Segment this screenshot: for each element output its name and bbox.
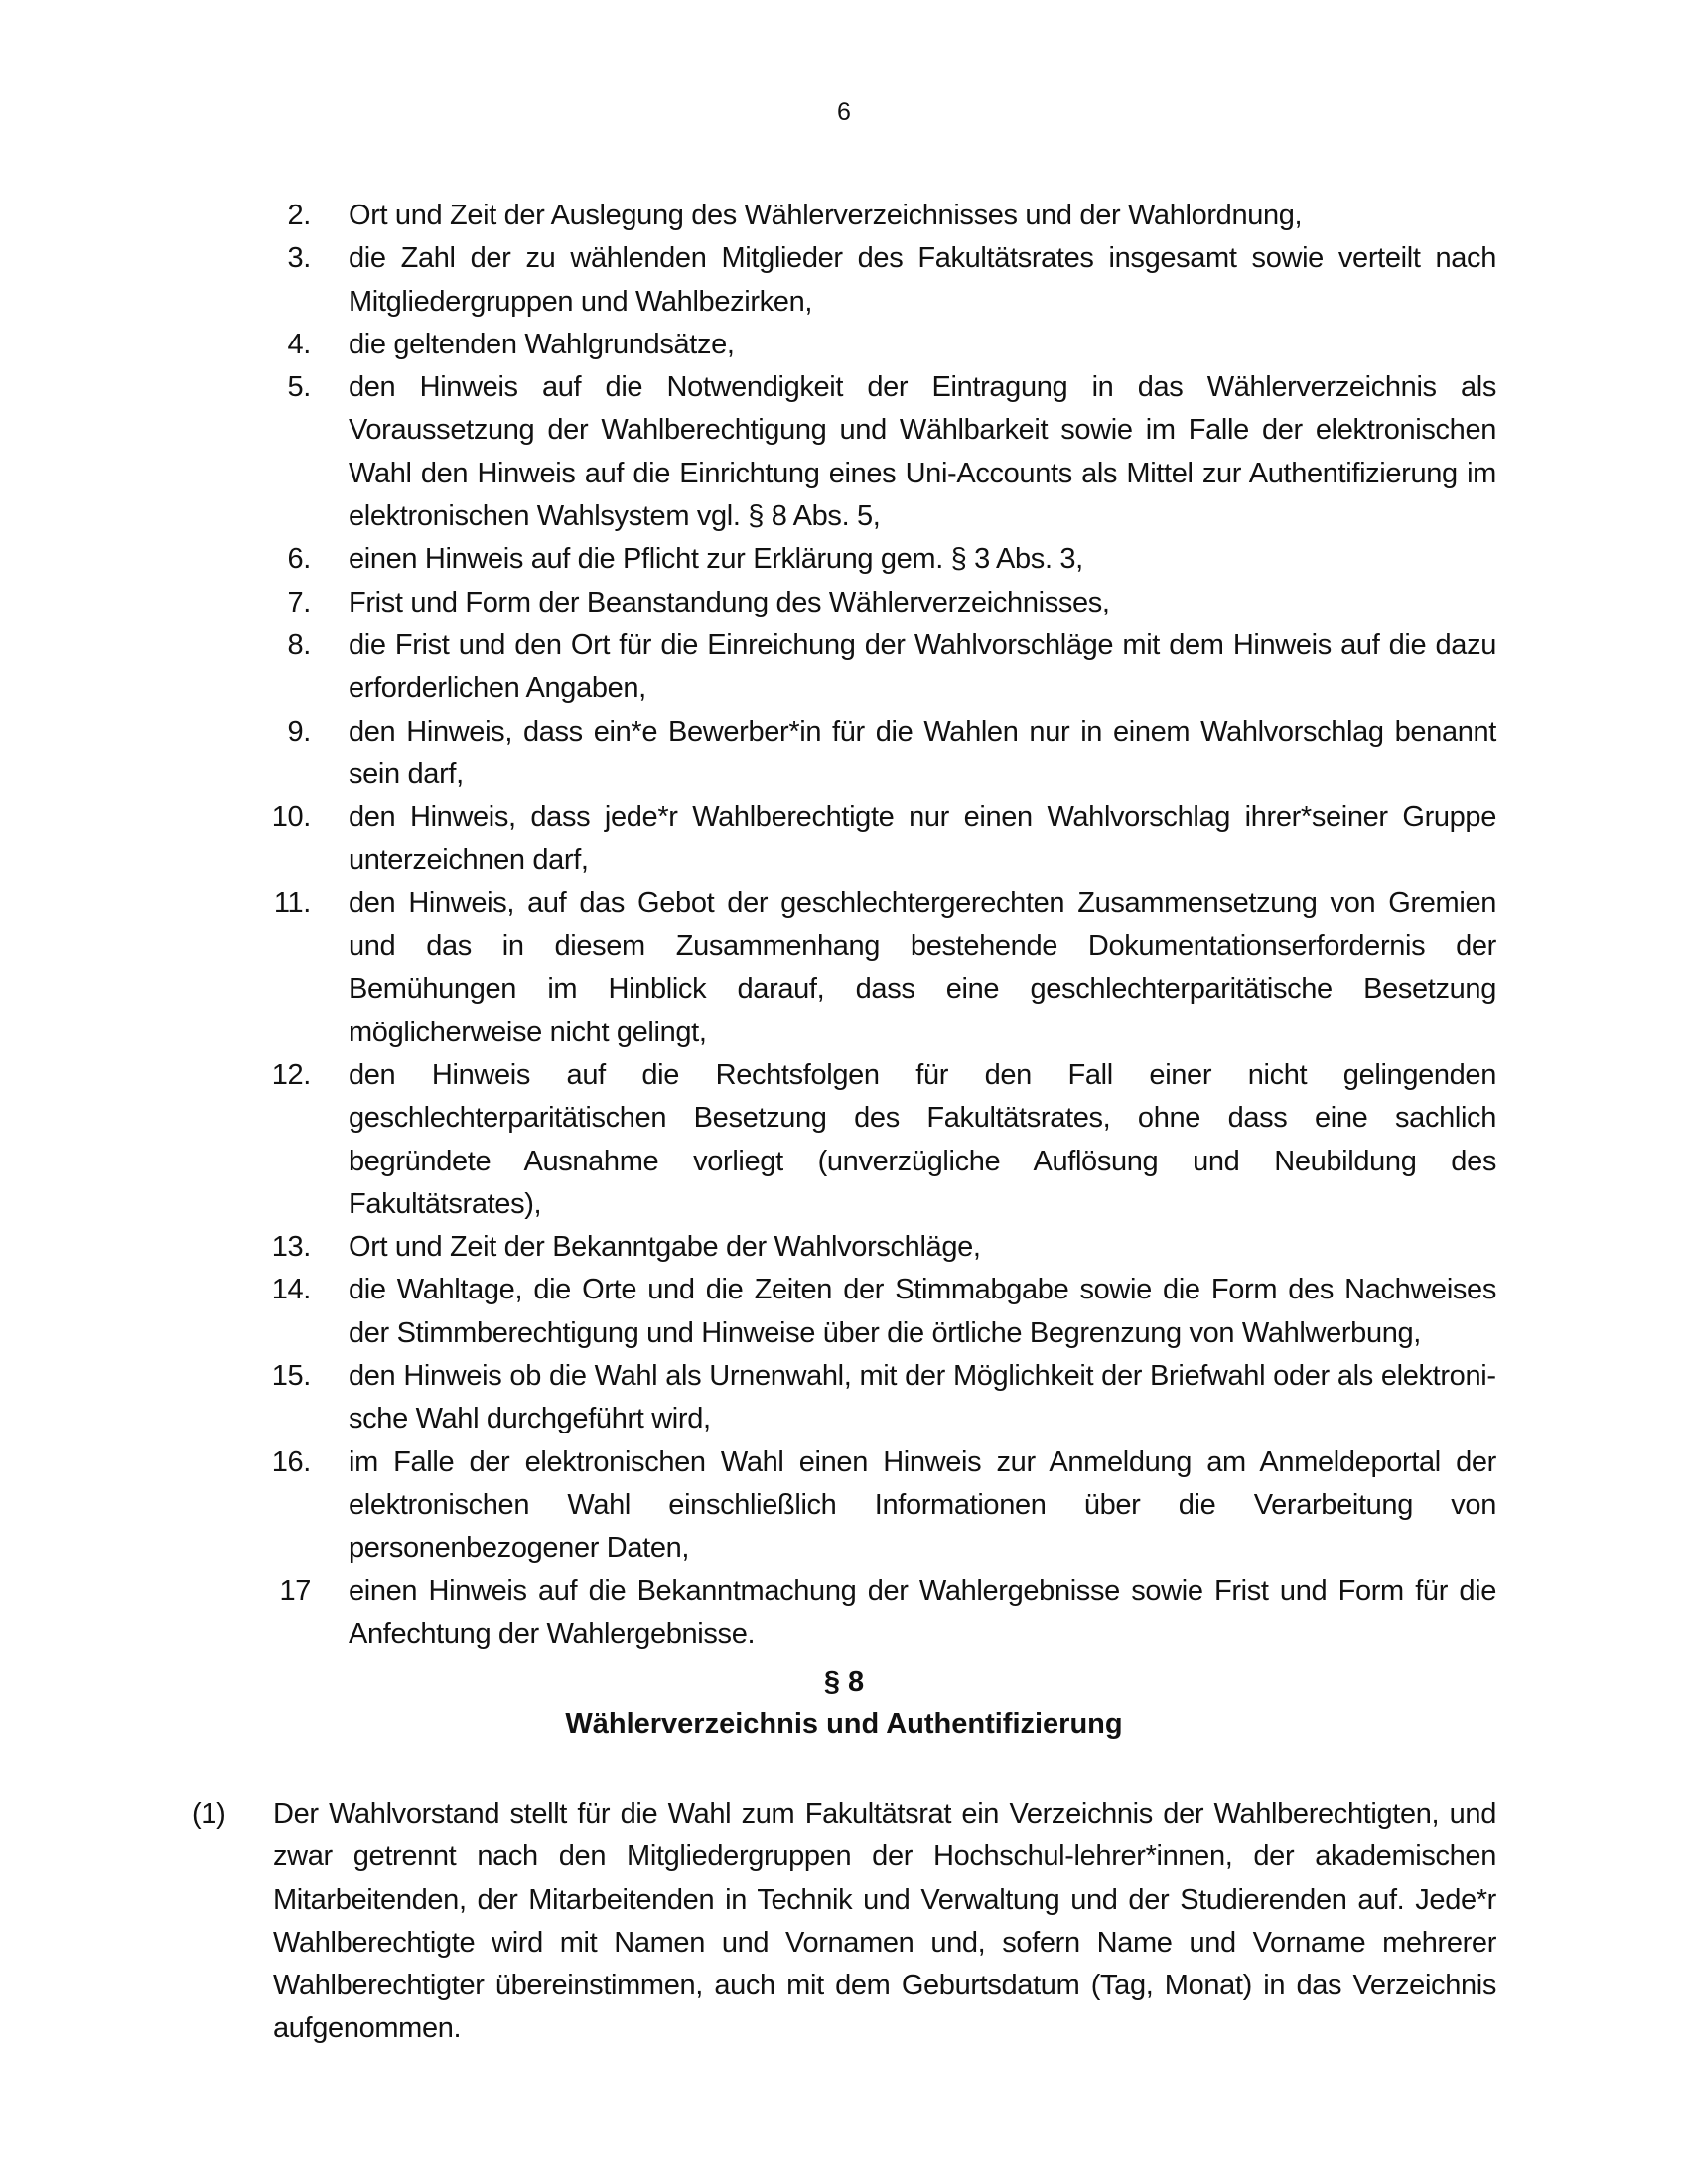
list-item bbox=[263, 1570, 1496, 1657]
list-item-text: den Hinweis, dass jede*r Wahlberechtigte nur einen Wahlvorschlag ihrer*seiner Gruppe unterzeichnen darf, bbox=[349, 801, 1496, 877]
list-item-text: den Hinweis, dass ein*e Bewerber*in für die Wahlen nur in einem Wahlvorschlag benannt sein darf, bbox=[349, 715, 1496, 790]
list-item bbox=[263, 1226, 1496, 1269]
list-item-number: 8. bbox=[287, 628, 311, 661]
list-item-text: den Hinweis auf die Notwendigkeit der Eintragung in das Wählerverzeichnis als Voraussetzung der Wahlberechtigung und Wählbarkeit sowie im Falle der elektronischen Wahl den Hinweis auf die Einrichtung eines Uni-Accounts als Mittel zur Authentifizierung im elektronischen Wahlsystem vgl. § 8 Abs. 5, bbox=[349, 371, 1496, 533]
list-item bbox=[263, 883, 1496, 1054]
list-item-number: 14. bbox=[271, 1274, 311, 1306]
page-number: 6 bbox=[837, 98, 851, 126]
list-item-text: Ort und Zeit der Auslegung des Wählerverzeichnisses und der Wahlordnung, bbox=[349, 200, 1303, 231]
list-item-number: 9. bbox=[287, 715, 311, 748]
list-item-text: im Falle der elektronischen Wahl einen Hinweis zur Anmeldung am Anmeldeportal der elektronischen Wahl einschließlich Informationen über die Verarbeitung von personenbezogener Daten, bbox=[349, 1445, 1496, 1565]
list-item-number: 16. bbox=[271, 1445, 311, 1478]
section-header bbox=[0, 1661, 1688, 1746]
list-item bbox=[263, 366, 1496, 538]
list-item-text: die Wahltage, die Orte und die Zeiten der Stimmabgabe sowie die Form des Nachweises der Stimmberechtigung und Hinweise über die örtliche Begrenzung von Wahlwerbung, bbox=[349, 1274, 1496, 1349]
list-item bbox=[263, 1441, 1496, 1570]
list-item bbox=[263, 624, 1496, 711]
list-item bbox=[263, 1269, 1496, 1355]
list-item-text: den Hinweis auf die Rechtsfolgen für den Fall einer nicht gelingenden geschlechterparitätischen Besetzung des Fakultätsrates, ohne dass eine sachlich begründete Ausnahme vorliegt (unverzügliche Auflösung und Neubildung des Fakultätsrates), bbox=[349, 1058, 1496, 1220]
list-item-number: 3. bbox=[287, 242, 311, 275]
list-item-number: 6. bbox=[287, 543, 311, 576]
list-item-number: 11. bbox=[273, 887, 311, 919]
list-item-number: 7. bbox=[287, 586, 311, 618]
paragraph-number: (1) bbox=[192, 1798, 226, 1830]
list-item-number: 10. bbox=[271, 801, 311, 834]
list-item-number: 4. bbox=[287, 328, 311, 360]
list-item bbox=[263, 237, 1496, 324]
list-item bbox=[263, 711, 1496, 797]
list-item-number: 5. bbox=[287, 371, 311, 404]
list-item-text: Ort und Zeit der Bekanntgabe der Wahlvorschläge, bbox=[349, 1231, 981, 1264]
list-item bbox=[263, 582, 1496, 624]
list-item-number: 13. bbox=[271, 1231, 311, 1264]
list-item-text: einen Hinweis auf die Pflicht zur Erklärung gem. § 3 Abs. 3, bbox=[349, 543, 1083, 576]
section-title: Wählerverzeichnis und Authentifizierung bbox=[565, 1708, 1123, 1740]
list-item-number: 12. bbox=[271, 1058, 311, 1091]
list-item bbox=[263, 1054, 1496, 1226]
list-item-text: die Zahl der zu wählenden Mitglieder des Fakultätsrates insgesamt sowie verteilt nach Mitgliedergruppen und Wahlbezirken, bbox=[349, 242, 1496, 318]
list-item-number: 2. bbox=[287, 200, 311, 231]
list-item-text: den Hinweis, auf das Gebot der geschlechtergerechten Zusammensetzung von Gremien und das in diesem Zusammenhang bestehende Dokumentationserfordernis der Bemühungen im Hinblick darauf, dass eine geschlechterparitätische Besetzung möglicherweise nicht gelingt, bbox=[349, 887, 1496, 1048]
list-item bbox=[263, 538, 1496, 581]
list-item-text: Frist und Form der Beanstandung des Wählerverzeichnisses, bbox=[349, 586, 1110, 618]
list-item-text: den Hinweis ob die Wahl als Urnenwahl, mit der Möglichkeit der Briefwahl oder als elektronische Wahl durchgeführt wird, bbox=[349, 1360, 1496, 1435]
list-item-text: einen Hinweis auf die Bekanntmachung der Wahlergebnisse sowie Frist und Form für die Anfechtung der Wahlergebnisse. bbox=[349, 1574, 1496, 1650]
list-item-number: 15. bbox=[271, 1360, 311, 1393]
section-symbol: § 8 bbox=[823, 1666, 865, 1698]
list-item bbox=[263, 796, 1496, 883]
list-item-text: die geltenden Wahlgrundsätze, bbox=[349, 328, 735, 360]
requirements-list bbox=[263, 195, 1496, 1656]
list-item bbox=[263, 195, 1496, 237]
paragraph-text: Der Wahlvorstand stellt für die Wahl zum Fakultätsrat ein Verzeichnis der Wahlberechtigten, und zwar getrennt nach den Mitgliedergruppen der Hochschul-lehrer*innen, der akademischen Mitarbeitenden, der Mitarbeitenden in Technik und Verwaltung und der Studierenden auf. Jede*r Wahlberechtigte wird mit Namen und Vornamen und, sofern Name und Vorname mehrerer Wahlberechtigter übereinstimmen, auch mit dem Geburtsdatum (Tag, Monat) in das Verzeichnis aufgenommen. bbox=[273, 1798, 1496, 2045]
list-item-text: die Frist und den Ort für die Einreichung der Wahlvorschläge mit dem Hinweis auf die dazu erforderlichen Angaben, bbox=[349, 628, 1496, 705]
list-item bbox=[263, 1355, 1496, 1441]
list-item-number: 17 bbox=[279, 1574, 311, 1607]
paragraph bbox=[192, 1793, 1496, 2051]
list-item bbox=[263, 324, 1496, 366]
